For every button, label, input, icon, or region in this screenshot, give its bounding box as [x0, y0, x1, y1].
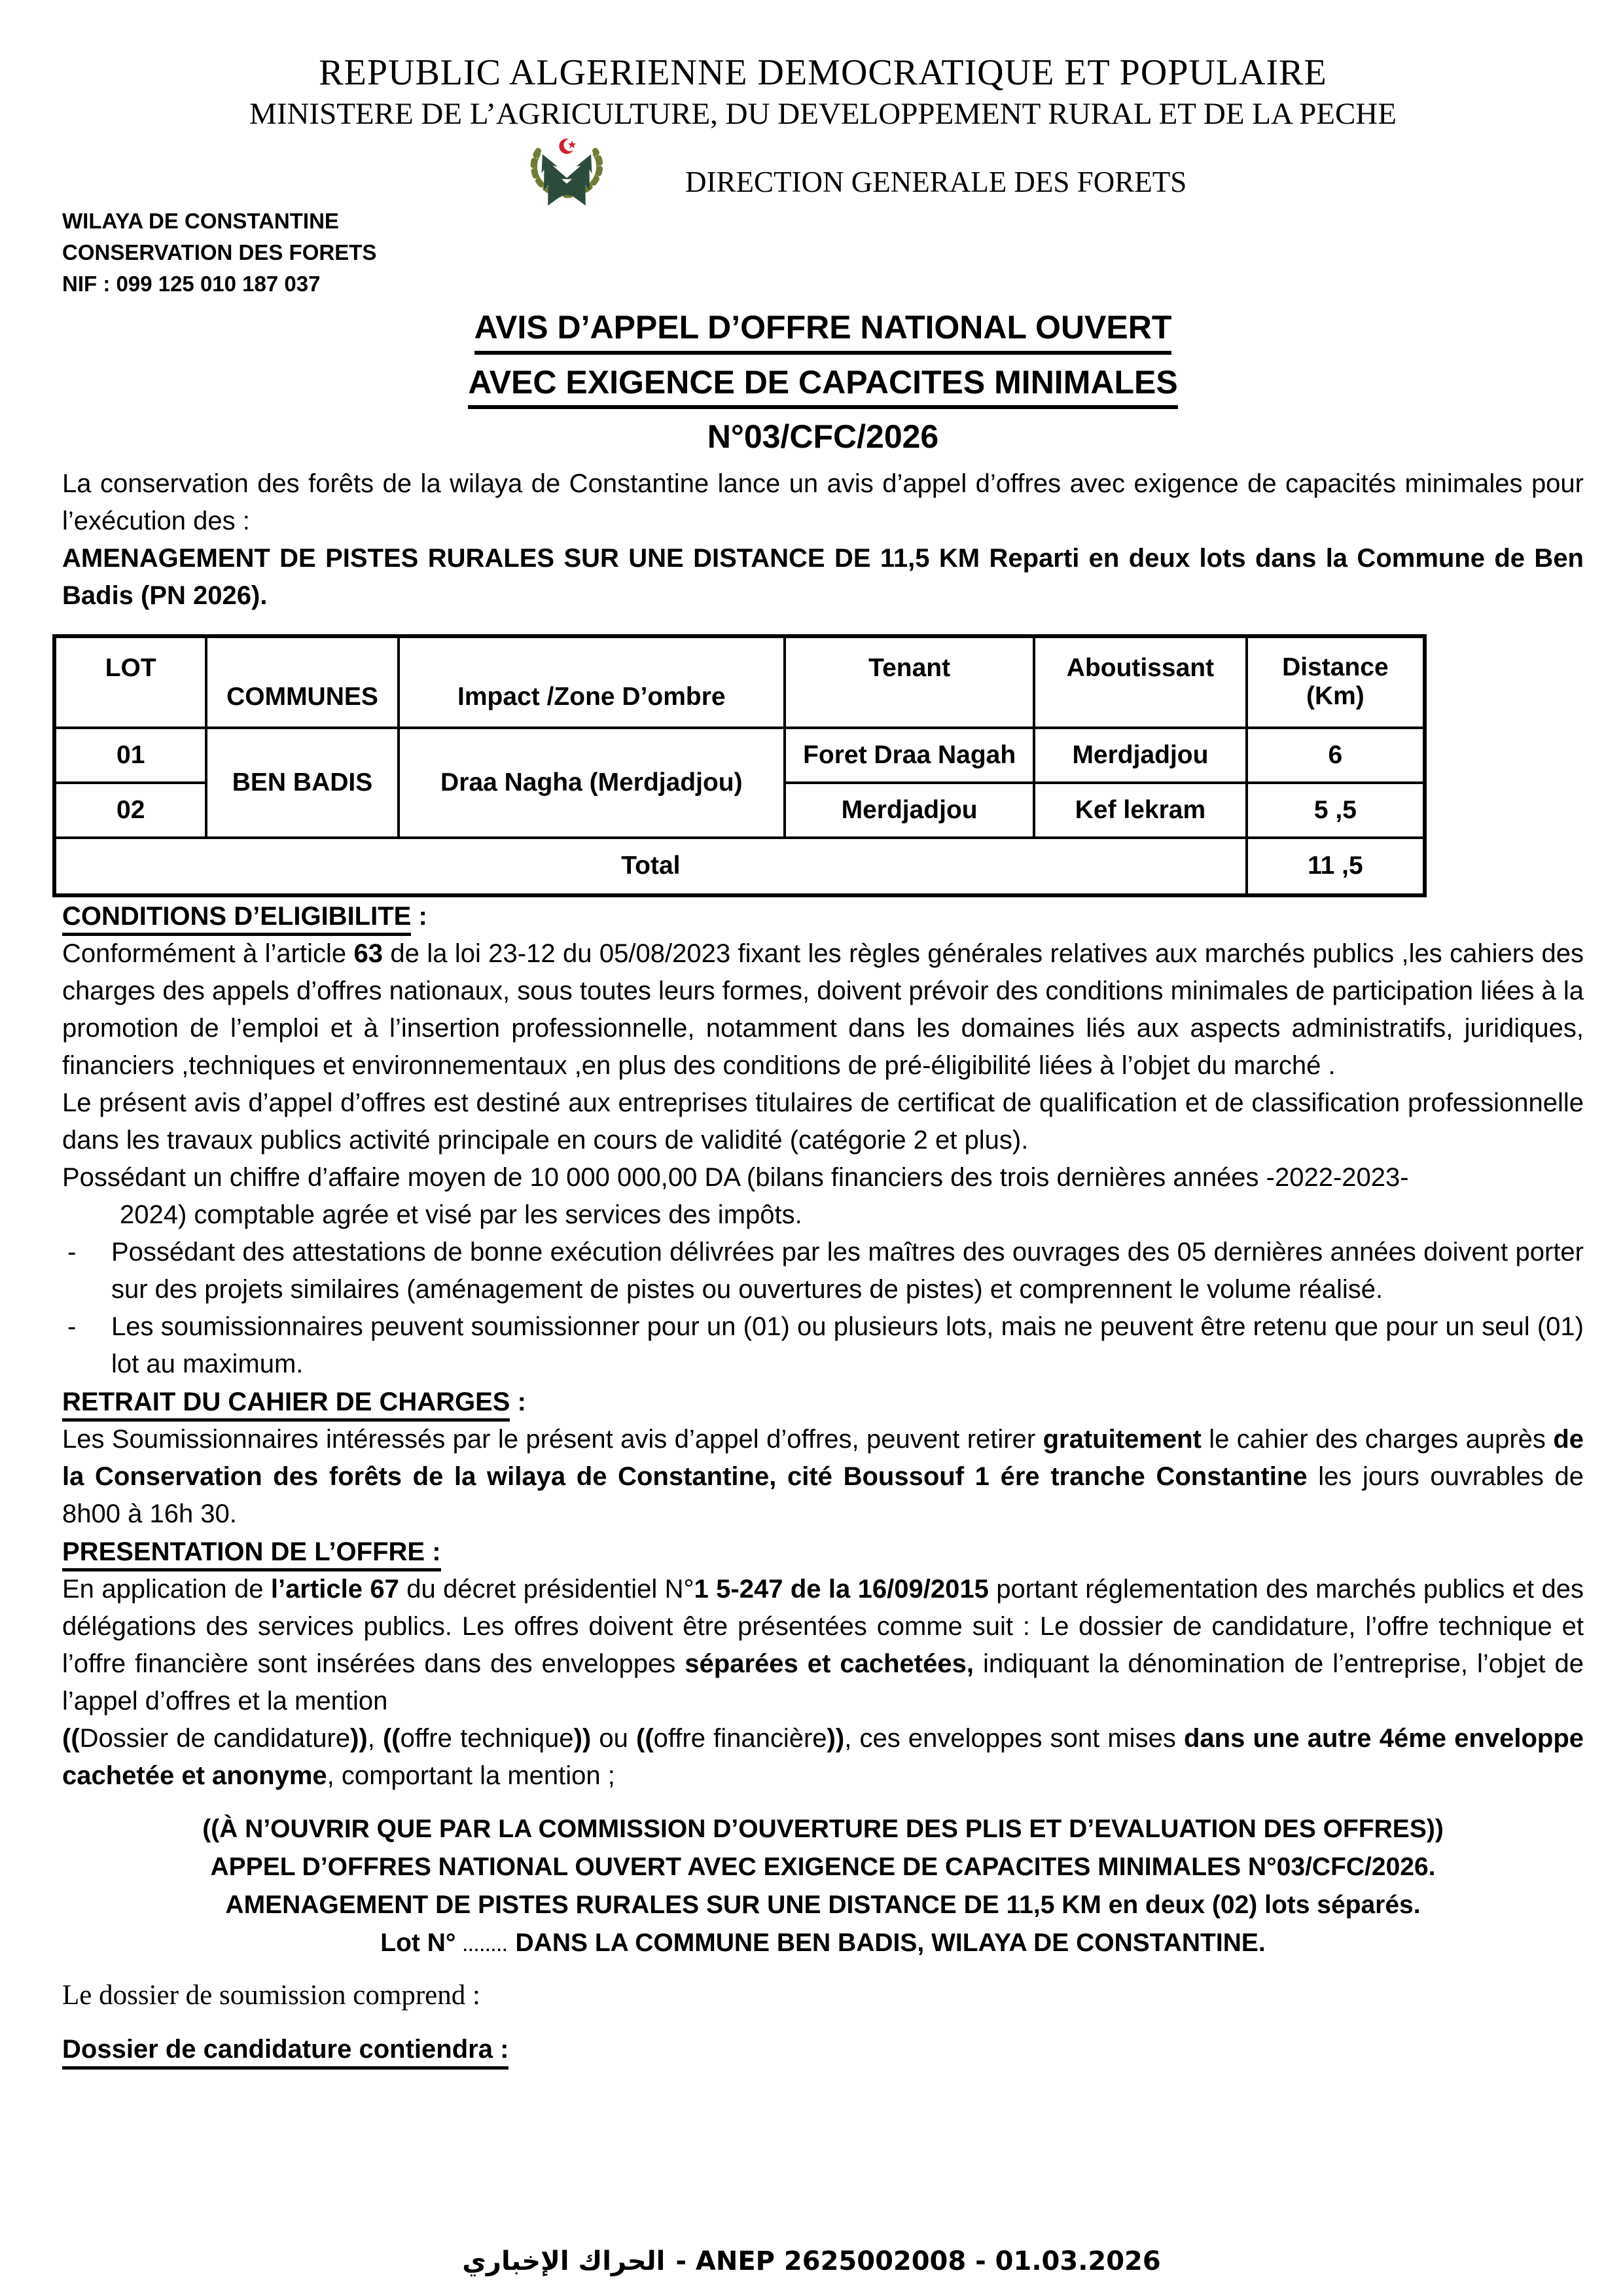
conditions-paragraph-2: Le présent avis d’appel d’offres est destiné aux entreprises titulaires de certificat de qualification et de classification professionnelle dans les travaux publics activité principale en cours de validité (catégorie 2 et plus). [62, 1088, 1584, 1155]
total-label: Total [54, 838, 1247, 895]
th-lot: LOT [54, 636, 206, 728]
conditions-p1-bold: 63 [353, 939, 383, 968]
conditions-heading-colon: : [411, 901, 427, 931]
presentation-bold-article: l’article 67 [270, 1574, 399, 1604]
presentation-bold-enveloppe4: dans une autre 4éme enveloppe cachetée et anonyme [62, 1723, 1584, 1790]
presentation-seg: indiquant la dénomination de l’entreprise, l’objet de l’appel d’offres et la mention [62, 1649, 1584, 1715]
presentation-seg: , ces enveloppes sont mises [844, 1723, 1184, 1753]
lots-table [52, 634, 1427, 897]
presentation-paren: )) [573, 1723, 592, 1753]
title-number: N°03/CFC/2026 [707, 418, 939, 456]
conservation-line: CONSERVATION DES FORETS [62, 240, 377, 265]
anep-footer [0, 2246, 1623, 2276]
presentation-seg: Dossier de candidature [79, 1723, 351, 1753]
th-communes: COMMUNES [206, 636, 398, 728]
lot-row-01 [54, 728, 1425, 783]
title-line-1: AVIS D’APPEL D’OFFRE NATIONAL OUVERT [474, 309, 1172, 355]
retrait-heading-colon: : [510, 1387, 526, 1416]
th-tenant: Tenant [785, 636, 1034, 728]
presentation-heading [62, 1533, 1584, 1571]
notice-title [62, 309, 1584, 456]
retrait-paragraph [62, 1421, 1584, 1533]
presentation-seg: , comportant la mention ; [327, 1761, 615, 1790]
presentation-paragraph-2 [62, 1720, 1584, 1795]
th-distance-line1: Distance [1282, 653, 1389, 682]
presentation-bold-enveloppes: séparées et cachetées, [685, 1649, 974, 1678]
mention-line-1: ((À N’OUVRIR QUE PAR LA COMMISSION D’OUVERTURE DES PLIS ET D’EVALUATION DES OFFRES)) [202, 1814, 1444, 1843]
presentation-bold-decret: 1 5-247 de la 16/09/2015 [694, 1574, 989, 1604]
cell-impact: Draa Nagha (Merdjadjou) [399, 728, 785, 838]
title-line-2: AVEC EXIGENCE DE CAPACITES MINIMALES [468, 364, 1177, 410]
cell-aboutissant-01: Merdjadjou [1034, 728, 1247, 783]
conditions-p1-seg: de la loi 23-12 du 05/08/2023 fixant les règles générales relatives aux marchés publics ,les cahiers des charges des appels d’offres nationaux, sous toutes leurs formes, doivent prévoir des conditions minimales de participation liées à la promotion de l’emploi et à l’insertion professionnelle, notamment dans les domaines liés aux aspects administratifs, juridiques, financiers ,techniques et environnementaux ,en plus des conditions de pré-éligibilité liées à l’objet du marché . [62, 939, 1584, 1080]
envelope-mention-block [62, 1810, 1584, 1965]
presentation-paren: )) [827, 1723, 845, 1753]
cell-tenant-02: Merdjadjou [785, 783, 1034, 838]
bullet-dash: - [67, 1312, 77, 1341]
conditions-paragraph-1 [62, 935, 1584, 1085]
presentation-seg: du décret présidentiel N° [399, 1574, 694, 1604]
mention-line-3: AMENAGEMENT DE PISTES RURALES SUR UNE DISTANCE DE 11,5 KM en deux (02) lots séparés. [225, 1890, 1421, 1919]
retrait-seg: le cahier des charges auprès [1201, 1424, 1554, 1454]
mention-lot-label: Lot N° [380, 1928, 463, 1957]
th-aboutissant: Aboutissant [1034, 636, 1247, 728]
republic-header: REPUBLIC ALGERIENNE DEMOCRATIQUE ET POPULAIRE [319, 52, 1327, 93]
cell-tenant-01: Foret Draa Nagah [785, 728, 1034, 783]
presentation-seg: , [367, 1723, 383, 1753]
presentation-seg: offre technique [400, 1723, 574, 1753]
presentation-seg: offre financière [653, 1723, 827, 1753]
soumission-line: Le dossier de soumission comprend : [62, 1979, 480, 2011]
retrait-heading [62, 1383, 1584, 1421]
retrait-bold-address: de la Conservation des forêts de la wilaya de Constantine, cité Boussouf 1 ére tranche Constantine [62, 1424, 1584, 1491]
presentation-seg: En application de [62, 1574, 271, 1604]
presentation-paren: (( [62, 1723, 80, 1753]
retrait-heading-text: RETRAIT DU CAHIER DE CHARGES [62, 1388, 510, 1422]
mention-lot-dots: ........ [463, 1937, 508, 1955]
presentation-paragraph-1 [62, 1571, 1584, 1720]
presentation-paren: )) [350, 1723, 368, 1753]
conditions-paragraph-3 [62, 1159, 1584, 1234]
direction-header-row [62, 136, 1584, 204]
conditions-heading-text: CONDITIONS D’ELIGIBILITE [62, 902, 411, 936]
th-impact: Impact /Zone D’ombre [399, 636, 785, 728]
th-distance [1247, 636, 1425, 728]
presentation-seg: portant réglementation des marchés publics et des délégations des services publics. Les offres doivent être présentées comme suit : Le dossier de candidature, l’offre technique et l’offre financière sont insérées dans des enveloppes [62, 1574, 1584, 1678]
dossier-heading-text: Dossier de candidature contiendra : [62, 2035, 508, 2070]
cell-lot-02: 02 [54, 783, 206, 838]
cell-distance-02: 5 ,5 [1247, 783, 1425, 838]
lots-table-header-row [54, 636, 1425, 728]
conditions-bullet-1 [62, 1234, 1584, 1308]
presentation-heading-text: PRESENTATION DE L’OFFRE : [62, 1537, 441, 1571]
conditions-bullet-2 [62, 1308, 1584, 1383]
footer-arabic-text: الحراك الإخباري [462, 2246, 666, 2276]
mention-commune-text: DANS LA COMMUNE BEN BADIS, WILAYA DE CONSTANTINE. [508, 1928, 1266, 1957]
cell-aboutissant-02: Kef lekram [1034, 783, 1247, 838]
conditions-bullet-1-text: Possédant des attestations de bonne exécution délivrées par les maîtres des ouvrages des 05 dernières années doivent porter sur des projets similaires (aménagement de pistes ou ouvertures de pistes) et comprennent le volume réalisé. [111, 1237, 1584, 1304]
total-row [54, 838, 1425, 895]
ministry-header: MINISTERE DE L’AGRICULTURE, DU DEVELOPPEMENT RURAL ET DE LA PECHE [249, 96, 1397, 131]
direction-header: DIRECTION GENERALE DES FORETS [685, 166, 1187, 199]
bullet-dash: - [67, 1237, 77, 1266]
mention-line-4 [62, 1924, 1584, 1965]
conditions-heading [62, 897, 1584, 935]
conditions-p1-seg: Conformément à l’article [62, 939, 354, 968]
cell-commune: BEN BADIS [206, 728, 398, 838]
retrait-seg: Les Soumissionnaires intéressés par le présent avis d’appel d’offres, peuvent retirer [62, 1424, 1043, 1454]
forests-directorate-emblem-icon [520, 136, 613, 211]
wilaya-line: WILAYA DE CONSTANTINE [62, 209, 339, 234]
footer-anep-text: - ANEP 2625002008 - 01.03.2026 [675, 2246, 1161, 2276]
retrait-seg: les jours ouvrables de 8h00 à 16h 30. [62, 1462, 1584, 1528]
nif-line: NIF : 099 125 010 187 037 [62, 272, 321, 296]
presentation-paren: (( [636, 1723, 654, 1753]
total-value: 11 ,5 [1247, 838, 1425, 895]
cell-lot-01: 01 [54, 728, 206, 783]
conditions-bullet-2-text: Les soumissionnaires peuvent soumissionner pour un (01) ou plusieurs lots, mais ne peuvent être retenu que pour un seul (01) lot au maximum. [111, 1312, 1584, 1378]
issuer-block [62, 206, 1584, 300]
presentation-seg: ou [591, 1723, 636, 1753]
presentation-paren: (( [382, 1723, 401, 1753]
th-distance-line2: (Km) [1306, 682, 1364, 711]
conditions-p3-line2: 2024) comptable agrée et visé par les services des impôts. [120, 1200, 802, 1229]
dossier-heading [62, 2031, 1584, 2068]
conditions-p3-line1: Possédant un chiffre d’affaire moyen de 10 000 000,00 DA (bilans financiers des trois dernières années -2022-2023- [62, 1162, 1409, 1192]
retrait-bold-gratuitement: gratuitement [1043, 1424, 1202, 1454]
mention-line-2: APPEL D’OFFRES NATIONAL OUVERT AVEC EXIGENCE DE CAPACITES MINIMALES N°03/CFC/2026. [210, 1852, 1436, 1881]
cell-distance-01: 6 [1247, 728, 1425, 783]
intro-lead: La conservation des forêts de la wilaya de Constantine lance un avis d’appel d’offres avec exigence de capacités minimales pour l’exécution des : [62, 469, 1584, 535]
intro-object: AMENAGEMENT DE PISTES RURALES SUR UNE DISTANCE DE 11,5 KM Reparti en deux lots dans la Commune de Ben Badis (PN 2026). [62, 543, 1584, 610]
